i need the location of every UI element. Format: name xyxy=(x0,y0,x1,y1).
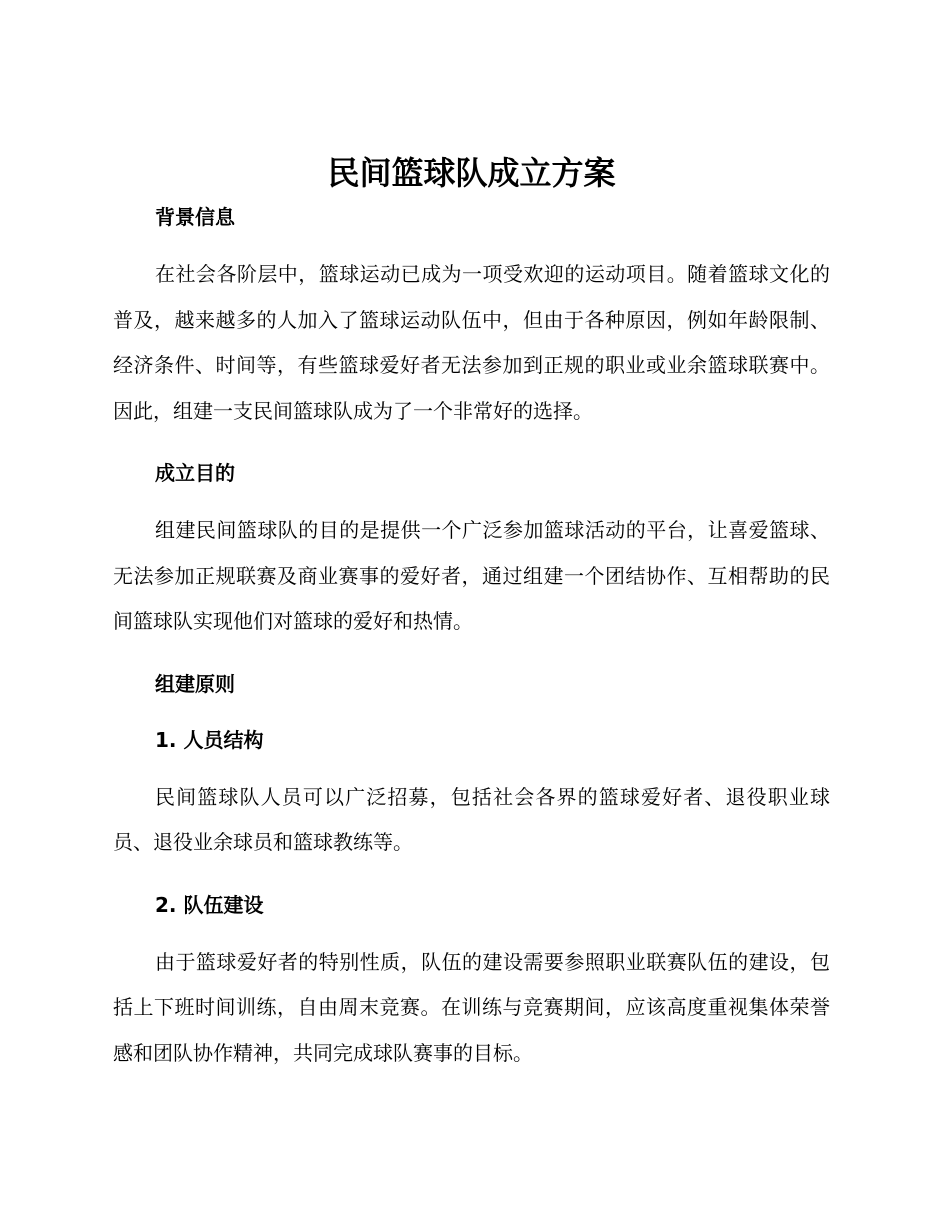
section-heading-purpose: 成立目的 xyxy=(155,461,235,485)
spacer xyxy=(113,490,830,508)
spacer xyxy=(113,701,830,723)
section-paragraph-background: 在社会各阶层中，篮球运动已成为一项受欢迎的运动项目。随着篮球文化的普及，越来越多的人加入了篮球运动队伍中，但由于各种原因，例如年龄限制、经济条件、时间等，有些篮球爱好者无法参加到正规的职业或业余篮球联赛中。因此，组建一支民间篮球队成为了一个非常好的选择。 xyxy=(113,262,830,423)
spacer xyxy=(113,645,830,667)
spacer xyxy=(113,434,830,456)
section-paragraph-personnel: 民间篮球队人员可以广泛招募，包括社会各界的篮球爱好者、退役职业球员、退役业余球员和篮球教练等。 xyxy=(113,784,830,854)
section-heading-team-building: 2. 队伍建设 xyxy=(155,892,264,917)
section-paragraph-team-building: 由于篮球爱好者的特别性质，队伍的建设需要参照职业联赛队伍的建设，包括上下班时间训练，自由周末竞赛。在训练与竞赛期间，应该高度重视集体荣誉感和团队协作精神，共同完成球队赛事的目标。 xyxy=(113,949,830,1065)
document-title: 民间篮球队成立方案 xyxy=(327,154,616,192)
section-paragraph-purpose: 组建民间篮球队的目的是提供一个广泛参加篮球活动的平台，让喜爱篮球、无法参加正规联赛及商业赛事的爱好者，通过组建一个团结协作、互相帮助的民间篮球队实现他们对篮球的爱好和热情。 xyxy=(113,518,830,633)
spacer xyxy=(113,866,830,888)
spacer xyxy=(113,922,830,940)
spacer xyxy=(113,234,830,252)
document-page xyxy=(113,150,830,1076)
section-heading-personnel: 1. 人员结构 xyxy=(155,727,264,752)
spacer xyxy=(113,757,830,775)
section-heading-background: 背景信息 xyxy=(155,205,235,229)
section-heading-principles: 组建原则 xyxy=(155,671,235,696)
